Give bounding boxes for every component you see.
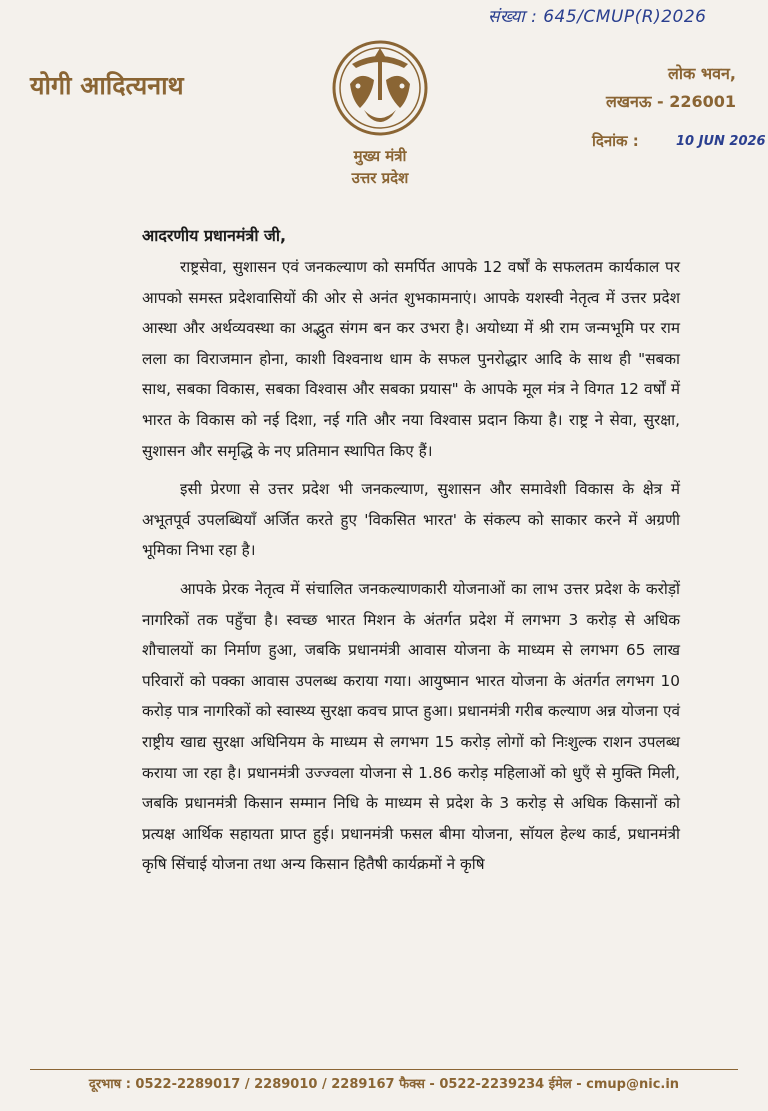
office-title	[325, 145, 435, 189]
sender-name: योगी आदित्यनाथ	[30, 71, 184, 100]
paragraph-2: इसी प्रेरणा से उत्तर प्रदेश भी जनकल्याण, सुशासन और समावेशी विकास के क्षेत्र में अभूतपूर्व उपलब्धियाँ अर्जित करते हुए 'विकसित भारत' के संकल्प को साकार करने में अग्रणी भूमिका निभा रहा है।	[142, 480, 680, 560]
address-line-1: लोक भवन,	[668, 64, 736, 83]
date-label: दिनांक :	[592, 132, 639, 150]
paragraph-3: आपके प्रेरक नेतृत्व में संचालित जनकल्याणकारी योजनाओं का लाभ उत्तर प्रदेश के करोड़ों नागरिकों तक पहुँचा है। स्वच्छ भारत मिशन के अंतर्गत प्रदेश में लगभग 3 करोड़ से अधिक शौचालयों का निर्माण हुआ, जबकि प्रधानमंत्री आवास योजना के माध्यम से लगभग 65 लाख परिवारों को पक्का आवास उपलब्ध कराया गया। आयुष्मान भारत योजना के अंतर्गत लगभग 10 करोड़ पात्र नागरिकों को स्वास्थ्य सुरक्षा कवच प्राप्त हुआ। प्रधानमंत्री गरीब कल्याण अन्न योजना एवं राष्ट्रीय खाद्य सुरक्षा अधिनियम के माध्यम से लगभग 15 करोड़ लोगों को निःशुल्क राशन उपलब्ध कराया जा रहा है। प्रधानमंत्री उज्ज्वला योजना से 1.86 करोड़ महिलाओं को धुएँ से मुक्ति मिली, जबकि प्रधानमंत्री किसान सम्मान निधि के माध्यम से प्रदेश के 3 करोड़ से अधिक किसानों को प्रत्यक्ष आर्थिक सहायता प्राप्त हुई। प्रधानमंत्री फसल बीमा योजना, सॉयल हेल्थ कार्ड, प्रधानमंत्री कृषि सिंचाई योजना तथा अन्य किसान हितैषी कार्यक्रमों ने कृषि	[142, 579, 680, 874]
office-address	[606, 60, 736, 116]
reference-number: संख्या : 645/CMUP(R)2026	[488, 7, 707, 27]
address-line-2: लखनऊ - 226001	[606, 92, 736, 111]
date-stamp: 10 JUN 2026	[676, 134, 766, 149]
office-line-1: मुख्य मंत्री	[353, 147, 407, 165]
salutation: आदरणीय प्रधानमंत्री जी,	[142, 226, 287, 245]
footer-divider	[30, 1069, 738, 1070]
footer-contact: दूरभाष : 0522-2289017 / 2289010 / 2289167 फैक्स - 0522-2239234 ईमेल - cmup@nic.in	[88, 1077, 680, 1092]
paragraph-1: राष्ट्रसेवा, सुशासन एवं जनकल्याण को समर्पित आपके 12 वर्षों के सफलतम कार्यकाल पर आपको समस्त प्रदेशवासियों की ओर से अनंत शुभकामनाएं। आपके यशस्वी नेतृत्व में उत्तर प्रदेश आस्था और अर्थव्यवस्था का अद्भुत संगम बन कर उभरा है। अयोध्या में श्री राम जन्मभूमि पर राम लला का विराजमान होना, काशी विश्वनाथ धाम के सफल पुनरोद्धार आदि के साथ ही "सबका साथ, सबका विकास, सबका विश्वास और सबका प्रयास" के आपके मूल मंत्र ने विगत 12 वर्षों में भारत के विकास को नई दिशा, नई गति और नया विश्वास प्रदान किया है। राष्ट्र ने सेवा, सुरक्षा, सुशासन और समृद्धि के नए प्रतिमान स्थापित किए हैं।	[142, 258, 680, 460]
office-line-2: उत्तर प्रदेश	[351, 169, 409, 187]
letter-body	[142, 224, 680, 888]
up-government-emblem-icon	[330, 34, 430, 142]
